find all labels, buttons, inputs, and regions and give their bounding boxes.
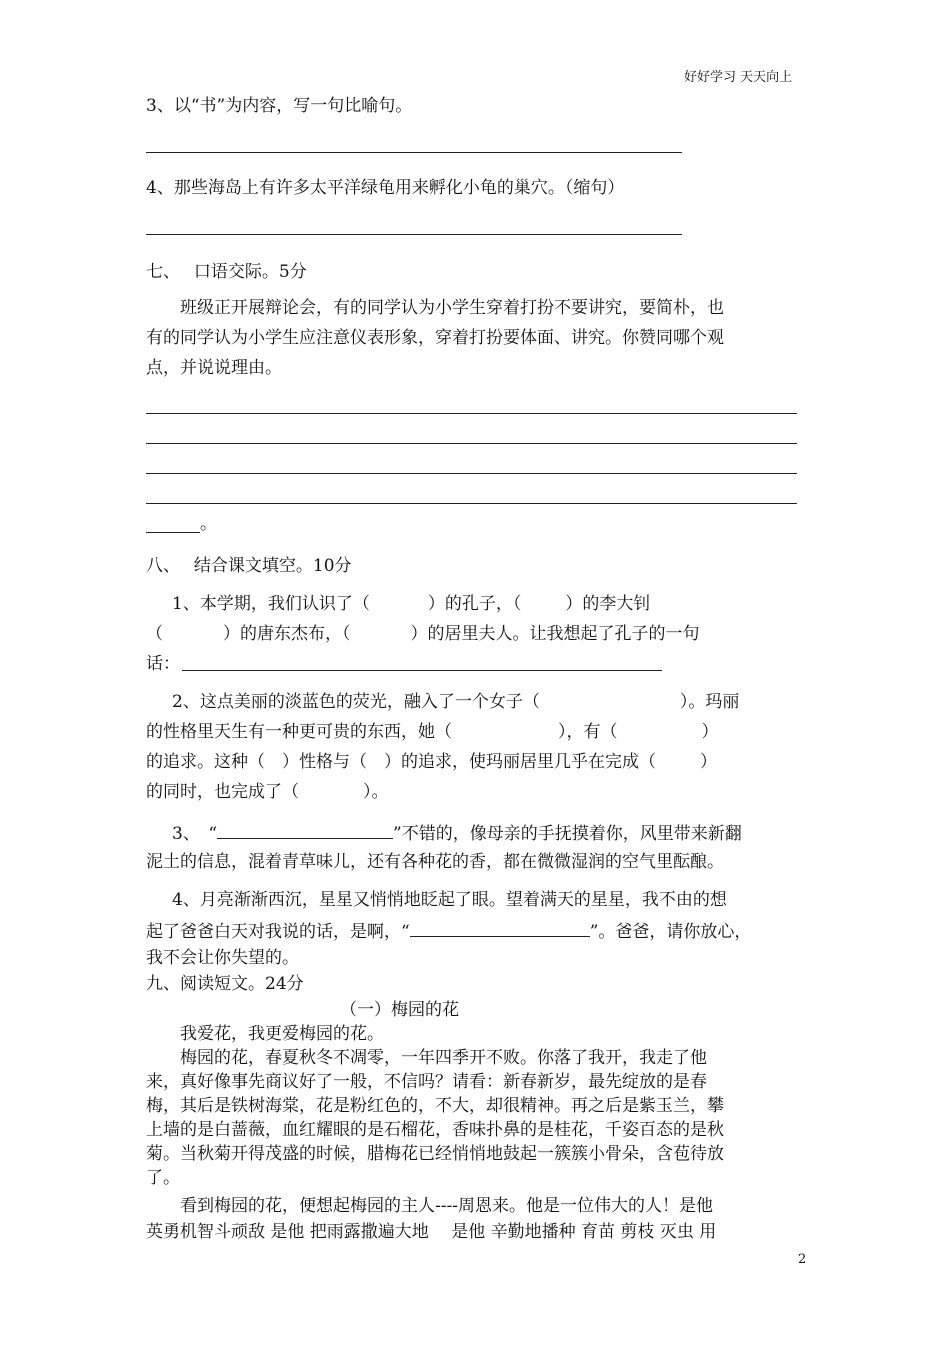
q8-i1-line3: 话：: [146, 654, 180, 674]
q9-p2-line: 菊。当秋菊开得茂盛的时候，腊梅花已经悄悄地鼓起一簇簇小骨朵，含苞待放: [146, 1144, 724, 1164]
answer-line: [146, 473, 797, 474]
q8-i2-line4: 的同时，也完成了（ ）。: [146, 782, 389, 802]
q8-i4-line3: 我不会让你失望的。: [146, 948, 299, 968]
q9-p2-line: 了。: [146, 1168, 180, 1188]
answer-line-short: [146, 532, 200, 533]
q8-i4-line1: 4、月亮渐渐西沉，星星又悄悄地眨起了眼。望着满天的星星，我不由的想: [172, 890, 727, 910]
q9-p2-line: 来，真好像事先商议好了一般，不信吗？请看：新春新岁，最先绽放的是春: [146, 1072, 707, 1092]
q8-i1-line2: （ ）的唐东杰布，（ ）的居里夫人。让我想起了孔子的一句: [146, 624, 700, 644]
q9-passage-title: （一）梅园的花: [340, 1000, 459, 1020]
q9-p2-line: 上墙的是白蔷薇，血红耀眼的是石榴花，香味扑鼻的是桂花，千姿百态的是秋: [146, 1120, 724, 1140]
q6-item3: 3、以“书”为内容，写一句比喻句。: [146, 96, 413, 116]
header-motto: 好好学习 天天向上: [684, 70, 793, 85]
q7-line1: 班级正开展辩论会，有的同学认为小学生穿着打扮不要讲究，要简朴，也: [180, 298, 724, 318]
q8-heading: 八、 结合课文填空。10分: [146, 556, 352, 576]
q9-p3-line: 英勇机智斗顽敌 是他 把雨露撒遍大地 是他 辛勤地播种 育苗 剪枝 灭虫 用: [146, 1222, 717, 1242]
q8-i1-line1: 1、本学期，我们认识了（ ）的孔子，（ ）的李大钊: [172, 594, 651, 614]
q9-p2-line: 梅，其后是铁树海棠，花是粉红色的，不大，却很精神。再之后是紫玉兰，攀: [146, 1096, 724, 1116]
q7-line2: 有的同学认为小学生应注意仪表形象，穿着打扮要体面、讲究。你赞同哪个观: [146, 328, 724, 348]
q9-p3-line: 看到梅园的花，便想起梅园的主人----周恩来。他是一位伟大的人！是他: [180, 1196, 713, 1216]
answer-line: [182, 670, 662, 671]
answer-line: [146, 234, 682, 235]
answer-line: [146, 413, 797, 414]
q8-i2-line3: 的追求。这种（ ）性格与（ ）的追求，使玛丽居里几乎在完成（ ）: [146, 752, 717, 772]
answer-line: [146, 503, 797, 504]
q7-end-mark: 。: [200, 514, 217, 534]
answer-blank: [217, 822, 393, 839]
q9-p1: 我爱花，我更爱梅园的花。: [180, 1024, 384, 1044]
answer-blank: [410, 920, 590, 937]
q7-heading: 七、 口语交际。5分: [146, 262, 307, 282]
answer-line: [146, 443, 797, 444]
q6-item4: 4、那些海岛上有许多太平洋绿龟用来孵化小龟的巢穴。（缩句）: [146, 178, 625, 198]
page-number: 2: [798, 1252, 807, 1267]
q8-i2-line1: 2、这点美丽的淡蓝色的荧光，融入了一个女子（ ）。玛丽: [172, 692, 740, 712]
q8-i4-line2: 起了爸爸白天对我说的话，是啊，“ ”。爸爸，请你放心，: [146, 922, 752, 942]
q8-i2-line2: 的性格里天生有一种更可贵的东西，她（ ），有（ ）: [146, 722, 719, 742]
q9-heading: 九、阅读短文。24分: [146, 974, 304, 994]
q7-line3: 点，并说说理由。: [146, 358, 282, 378]
q8-i3-line2: 泥土的信息，混着青草味儿，还有各种花的香，都在微微湿润的空气里酝酿。: [146, 852, 724, 872]
answer-line: [146, 152, 682, 153]
q9-p2-line: 梅园的花，春夏秋冬不凋零，一年四季开不败。你落了我开，我走了他: [180, 1048, 707, 1068]
q8-i3-line1: 3、 “ ”不错的，像母亲的手抚摸着你，风里带来新翻: [172, 824, 742, 844]
